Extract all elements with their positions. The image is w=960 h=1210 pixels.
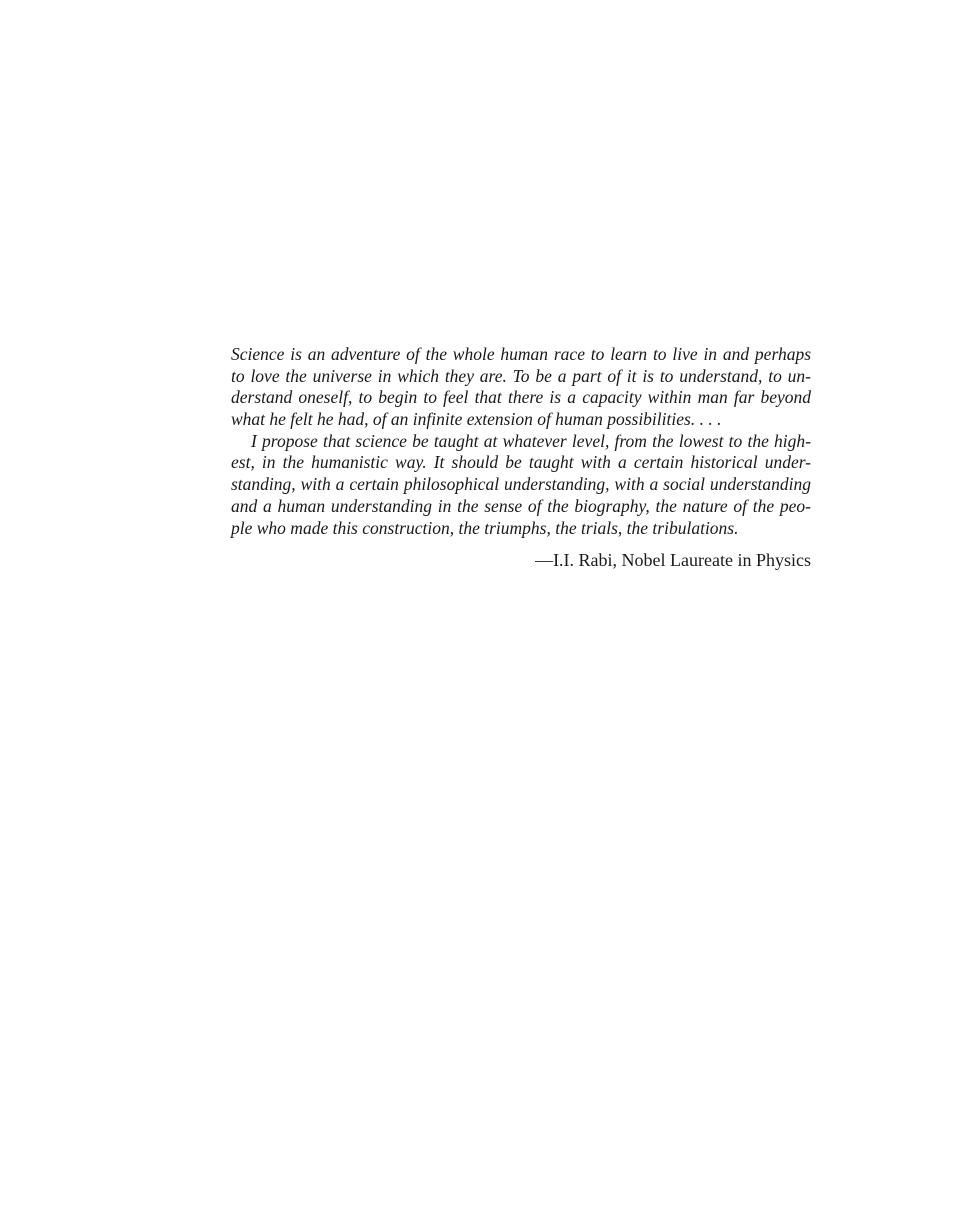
quote-line: what he felt he had, of an infinite extension of human possibilities. . . . [231,409,722,430]
quote-line: ple who made this construction, the triumphs, the trials, the tribulations. [231,517,739,538]
quote-line: Science is an adventure of the whole human race to learn to live in and perhaps [231,344,811,364]
attribution: —I.I. Rabi, Nobel Laureate in Physics [535,550,811,571]
quote-line: I propose that science be taught at whatever level, from the lowest to the high- [251,430,811,451]
quote-line: and a human understanding in the sense of the biography, the nature of the peo- [231,495,811,516]
quote-paragraph-2 [231,431,811,539]
quote-paragraph-1 [231,344,811,431]
quote-line: standing, with a certain philosophical understanding, with a social understanding [231,474,811,495]
quote-line: to love the universe in which they are. To be a part of it is to understand, to un- [231,365,811,386]
quote-line: derstand oneself, to begin to feel that there is a capacity within man far beyond [231,387,811,408]
quote-line: est, in the humanistic way. It should be taught with a certain historical under- [231,452,811,473]
epigraph [231,344,811,572]
